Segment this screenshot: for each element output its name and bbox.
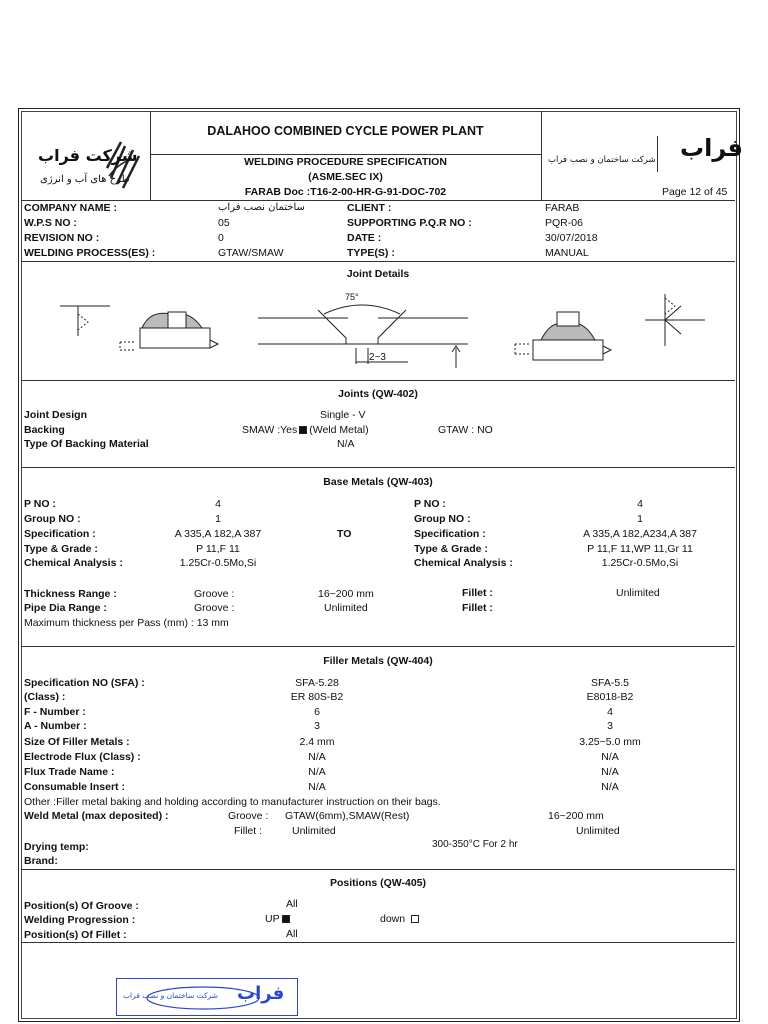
backing-smaw-wrap <box>242 424 369 436</box>
company-sub-fa: طرح های آب و انرژی <box>40 174 130 185</box>
drying-value: 300-350°C For 2 hr <box>432 839 518 850</box>
filler-row-gtaw: SFA-5.28 <box>295 677 339 689</box>
filler-row-gtaw: 3 <box>314 720 320 732</box>
filler-row-gtaw: ER 80S-B2 <box>290 691 344 703</box>
logo-separator <box>657 136 658 172</box>
company-name-value: ساختمان نصب فراب <box>218 202 305 213</box>
type-value: MANUAL <box>545 247 589 259</box>
company-name-label: COMPANY NAME : <box>24 202 117 214</box>
joint-design-label: Joint Design <box>24 409 88 421</box>
bm-to-label: TO <box>337 528 352 540</box>
info-bottom-line <box>21 261 735 262</box>
joint-details-bottom <box>21 380 735 381</box>
position-groove-value: All <box>286 898 298 910</box>
weld-groove-value: GTAW(6mm),SMAW(Rest) <box>285 810 410 822</box>
filler-row-smaw: N/A <box>601 781 619 793</box>
filler-row-label: Electrode Flux (Class) : <box>24 751 141 763</box>
filler-row-label: Flux Trade Name : <box>24 766 115 778</box>
pipe-dia-label: Pipe Dia Range : <box>24 602 107 614</box>
weld-fillet-label: Fillet : <box>234 825 263 837</box>
pqr-label: SUPPORTING P.Q.R NO : <box>347 217 472 229</box>
doc-title: WELDING PROCEDURE SPECIFICATION <box>244 156 447 168</box>
date-value: 30/07/2018 <box>545 232 598 244</box>
bm-left-group-label: Group NO : <box>24 513 81 525</box>
base-metals-title: Base Metals (QW-403) <box>323 476 433 488</box>
positions-bottom <box>21 942 735 943</box>
filler-row-smaw: 3 <box>607 720 613 732</box>
bm-right-chem: 1.25Cr-0.5Mo,Si <box>601 557 679 569</box>
wps-value: 05 <box>218 217 230 229</box>
filler-bottom <box>21 869 735 870</box>
filler-row-gtaw: N/A <box>308 751 326 763</box>
wps-label: W.P.S NO : <box>24 217 77 229</box>
filler-row-label: Specification NO (SFA) : <box>24 677 145 689</box>
bm-right-pno-label: P NO : <box>414 498 446 510</box>
position-fillet-label: Position(s) Of Fillet : <box>24 929 127 941</box>
filler-row-smaw: N/A <box>601 766 619 778</box>
filler-row-gtaw: 2.4 mm <box>299 736 335 748</box>
progression-up-wrap <box>265 913 292 925</box>
filler-row-label: F - Number : <box>24 706 86 718</box>
thickness-label: Thickness Range : <box>24 588 117 600</box>
filler-row-smaw: N/A <box>601 751 619 763</box>
filler-row-smaw: E8018-B2 <box>586 691 634 703</box>
bm-right-spec-label: Specification : <box>414 528 486 540</box>
thickness-value: 16~200 mm <box>318 588 374 600</box>
progression-down-wrap <box>380 913 421 925</box>
doc-number: FARAB Doc :T16-2-00-HR-G-91-DOC-702 <box>244 186 447 198</box>
bm-left-chem: 1.25Cr-0.5Mo,Si <box>179 557 257 569</box>
positions-title: Positions (QW-405) <box>329 877 427 889</box>
backing-material-value: N/A <box>337 438 355 450</box>
farab-sub-fa: شرکت ساختمان و نصب فراب <box>548 155 656 165</box>
filler-row-gtaw: N/A <box>308 766 326 778</box>
pipe-dia-value: Unlimited <box>324 602 368 614</box>
brand-label: Brand: <box>24 855 58 867</box>
position-fillet-value: All <box>286 928 298 940</box>
progression-down: down <box>380 913 406 925</box>
bm-right-group: 1 <box>637 513 643 525</box>
groove-angle: 75° <box>345 292 359 302</box>
standard-label: (ASME.SEC IX) <box>308 171 383 183</box>
fillet-dia-label: Fillet : <box>462 602 493 614</box>
bm-right-pno: 4 <box>637 498 643 510</box>
filler-row-label: A - Number : <box>24 720 87 732</box>
joint-sketch-left <box>60 288 225 370</box>
fillet-thk-label: Fillet : <box>462 587 493 599</box>
filler-row-label: Size Of Filler Metals : <box>24 736 130 748</box>
base-metals-bottom <box>21 646 735 647</box>
company-name-fa: شرکت فراب <box>38 146 138 165</box>
joints-bottom <box>21 467 735 468</box>
position-groove-label: Position(s) Of Groove : <box>24 900 139 912</box>
weld-fillet-value: Unlimited <box>292 825 336 837</box>
signature-icon <box>143 985 263 1011</box>
filler-row-smaw: 4 <box>607 706 613 718</box>
bm-right-type-label: Type & Grade : <box>414 543 488 555</box>
filler-other-note: Other :Filler metal baking and holding according to manufacturer instruction on their bags. <box>24 796 441 808</box>
joint-sketch-groove <box>258 288 468 370</box>
bm-right-type: P 11,F 11,WP 11,Gr 11 <box>587 543 693 555</box>
stamp-text-fa: شرکت ساختمان و نصب فراب <box>123 991 218 1000</box>
header-divider-mid <box>150 154 541 155</box>
pipe-groove-label: Groove : <box>194 602 235 614</box>
joint-design-value: Single - V <box>320 409 366 421</box>
weld-groove-label: Groove : <box>228 810 269 822</box>
max-pass: Maximum thickness per Pass (mm) : 13 mm <box>24 617 229 629</box>
page-number: Page 12 of 45 <box>662 186 728 198</box>
weld-groove-range: 16~200 mm <box>548 810 604 822</box>
root-gap: 2~3 <box>369 352 386 363</box>
type-label: TYPE(S) : <box>347 247 395 259</box>
bm-left-pno-label: P NO : <box>24 498 56 510</box>
client-value: FARAB <box>545 202 580 214</box>
pqr-value: PQR-06 <box>545 217 583 229</box>
filler-row-smaw: 3.25~5.0 mm <box>579 736 641 748</box>
client-label: CLIENT : <box>347 202 392 214</box>
revision-label: REVISION NO : <box>24 232 100 244</box>
filler-title: Filler Metals (QW-404) <box>323 655 433 667</box>
bm-right-chem-label: Chemical Analysis : <box>414 557 513 569</box>
bm-right-group-label: Group NO : <box>414 513 471 525</box>
header-bottom-line <box>21 200 735 201</box>
stamp-logo-fa: فراب <box>237 983 285 1004</box>
backing-material-label: Type Of Backing Material <box>24 438 149 450</box>
progression-label: Welding Progression : <box>24 914 136 926</box>
filler-row-smaw: SFA-5.5 <box>591 677 629 689</box>
drying-label: Drying temp: <box>24 841 89 853</box>
bm-left-group: 1 <box>215 513 221 525</box>
process-label: WELDING PROCESS(ES) : <box>24 247 156 259</box>
company-stamp <box>116 978 298 1016</box>
weld-fillet-range: Unlimited <box>576 825 620 837</box>
weld-metal-label: Weld Metal (max deposited) : <box>24 810 169 822</box>
bm-left-pno: 4 <box>215 498 221 510</box>
backing-weld-metal: (Weld Metal) <box>309 424 369 436</box>
joint-sketch-right <box>505 288 735 370</box>
filler-row-gtaw: 6 <box>314 706 320 718</box>
fillet-thk-value: Unlimited <box>616 587 660 599</box>
progression-up: UP <box>265 913 280 925</box>
date-label: DATE : <box>347 232 382 244</box>
process-value: GTAW/SMAW <box>218 247 284 259</box>
backing-label: Backing <box>24 424 65 436</box>
farab-logo-fa: فراب <box>680 134 743 162</box>
bm-left-spec-label: Specification : <box>24 528 96 540</box>
revision-value: 0 <box>218 232 224 244</box>
filler-row-gtaw: N/A <box>308 781 326 793</box>
project-title: DALAHOO COMBINED CYCLE POWER PLANT <box>207 124 484 138</box>
joint-details-title: Joint Details <box>346 268 410 280</box>
joints-title: Joints (QW-402) <box>338 388 418 400</box>
bm-left-type-label: Type & Grade : <box>24 543 98 555</box>
filler-row-label: (Class) : <box>24 691 66 703</box>
bm-right-spec: A 335,A 182,A234,A 387 <box>583 528 697 540</box>
thickness-groove-label: Groove : <box>194 588 235 600</box>
bm-left-type: P 11,F 11 <box>196 543 240 555</box>
progression-down-checkbox <box>411 915 419 923</box>
backing-smaw: SMAW :Yes <box>242 424 298 436</box>
bm-left-chem-label: Chemical Analysis : <box>24 557 123 569</box>
backing-gtaw: GTAW : NO <box>438 424 493 436</box>
progression-up-checkbox <box>282 915 290 923</box>
bm-left-spec: A 335,A 182,A 387 <box>174 528 262 540</box>
backing-yes-checkbox <box>299 426 307 434</box>
header-divider-right <box>541 111 542 200</box>
filler-row-label: Consumable Insert : <box>24 781 125 793</box>
